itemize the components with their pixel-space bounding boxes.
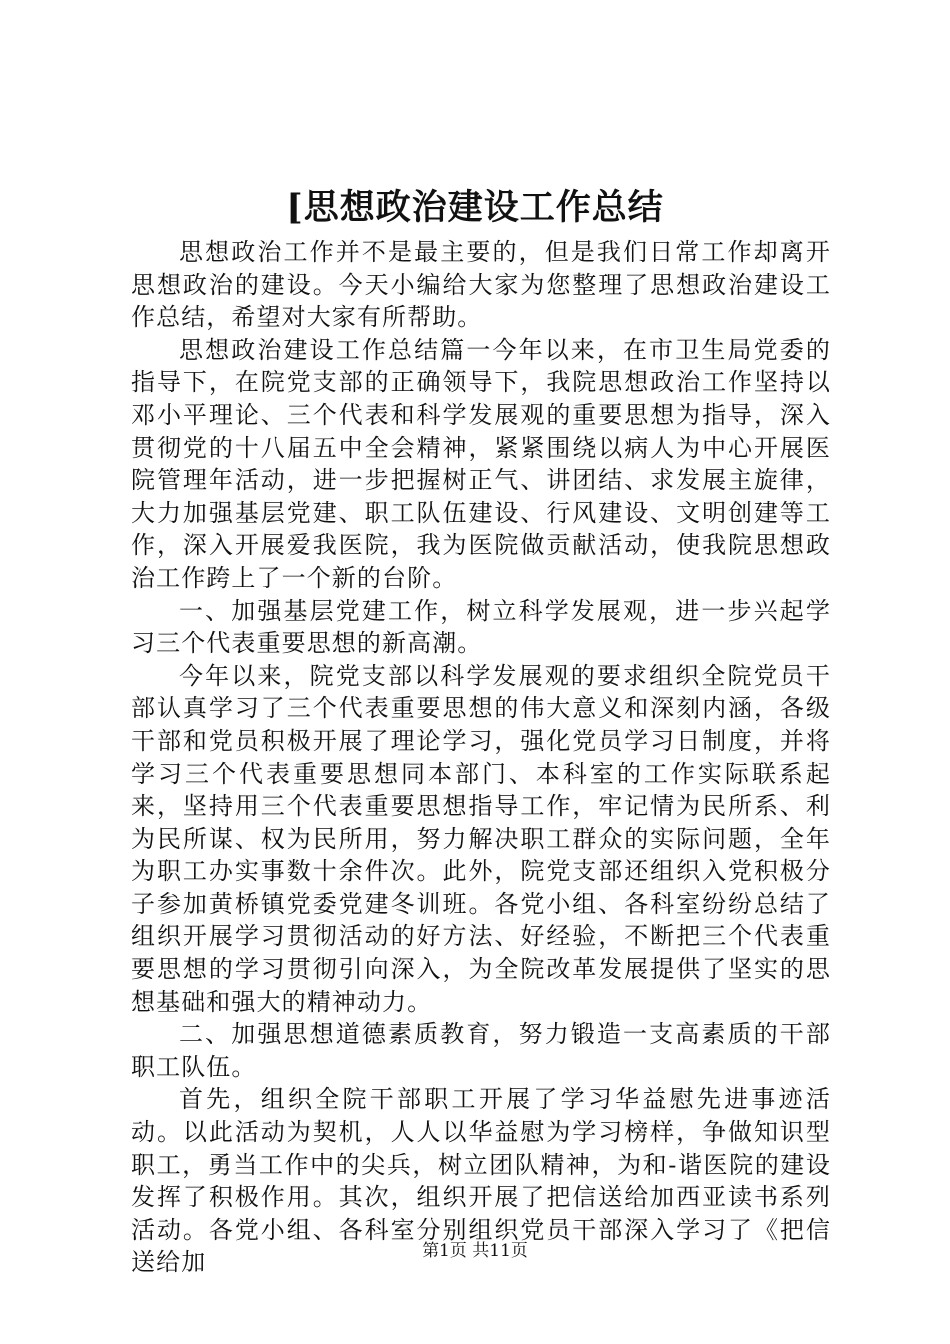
paragraph-section-two: 首先，组织全院干部职工开展了学习华益慰先进事迹活动。以此活动为契机，人人以华益慰为学习榜样，争做知识型职工，勇当工作中的尖兵，树立团队精神，为和-谐医院的建设发挥了积极作用。其次，组织开展了把信送给加西亚读书系列活动。各党小组、各科室分别组织党员干部深入学习了《把信送给加 bbox=[131, 1085, 831, 1277]
paragraph-section-one: 今年以来，院党支部以科学发展观的要求组织全院党员干部认真学习了三个代表重要思想的伟大意义和深刻内涵，各级干部和党员积极开展了理论学习，强化党员学习日制度，并将学习三个代表重要思想同本部门、本科室的工作实际联系起来，坚持用三个代表重要思想指导工作，牢记情为民所系、利为民所谋、权为民所用，努力解决职工群众的实际问题，全年为职工办实事数十余件次。此外，院党支部还组织入党积极分子参加黄桥镇党委党建冬训班。各党小组、各科室纷纷总结了组织开展学习贯彻活动的好方法、好经验，不断把三个代表重要思想的学习贯彻引向深入，为全院改革发展提供了坚实的思想基础和强大的精神动力。 bbox=[131, 661, 831, 1016]
section-heading-one: 一、加强基层党建工作，树立科学发展观，进一步兴起学习三个代表重要思想的新高潮。 bbox=[131, 596, 831, 658]
document-body bbox=[131, 236, 831, 1279]
document-title: [思想政治建设工作总结 bbox=[286, 187, 664, 228]
section-heading-two: 二、加强思想道德素质教育，努力锻造一支高素质的干部职工队伍。 bbox=[131, 1020, 831, 1081]
paragraph-summary-one: 思想政治建设工作总结篇一今年以来，在市卫生局党委的指导下，在院党支部的正确领导下，我院思想政治工作坚持以邓小平理论、三个代表和科学发展观的重要思想为指导，深入贯彻党的十八届五中全会精神，紧紧围绕以病人为中心开展医院管理年活动，进一步把握树正气、讲团结、求发展主旋律，大力加强基层党建、职工队伍建设、行风建设、文明创建等工作，深入开展爱我医院，我为医院做贡献活动，使我院思想政治工作跨上了一个新的台阶。 bbox=[131, 335, 831, 592]
page-footer: 第1页 共11页 bbox=[422, 1241, 528, 1261]
paragraph-intro: 思想政治工作并不是最主要的，但是我们日常工作却离开思想政治的建设。今天小编给大家为您整理了思想政治建设工作总结，希望对大家有所帮助。 bbox=[131, 238, 831, 332]
